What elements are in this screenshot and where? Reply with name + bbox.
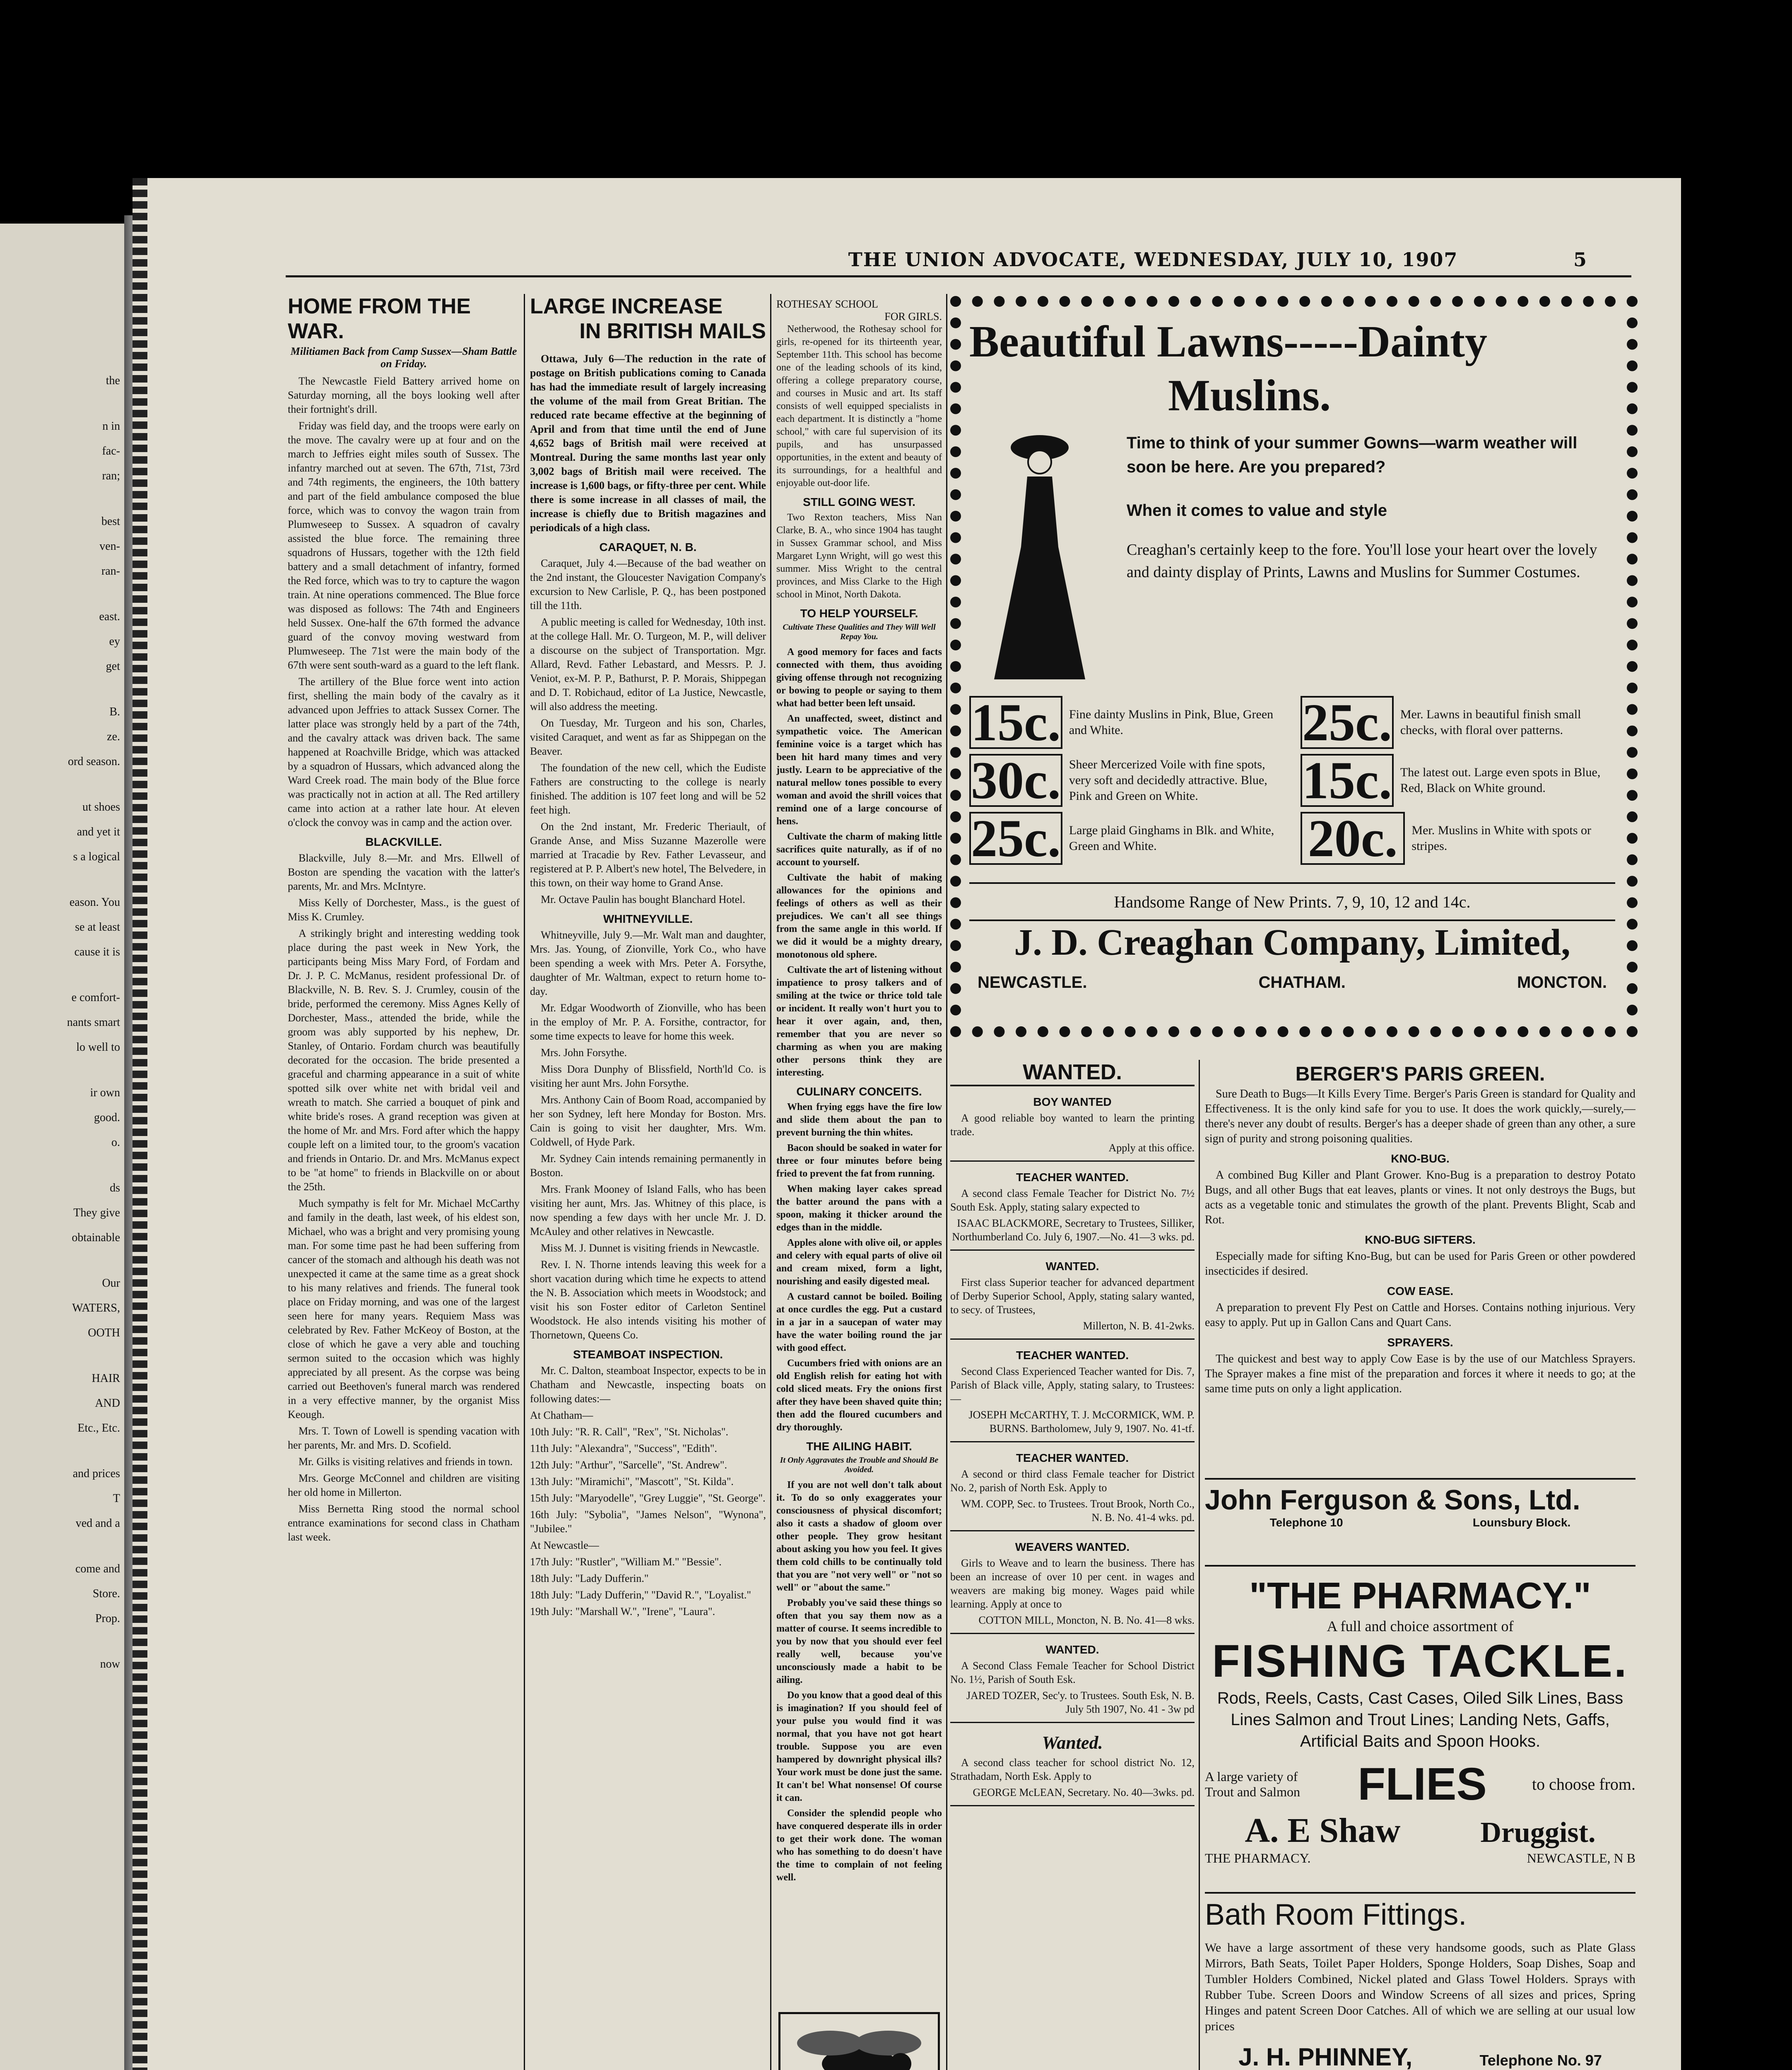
wanted-body: A second class Female Teacher for District No. 7½ South Esk. Apply, stating salary expected to	[950, 1187, 1195, 1213]
wanted-item	[950, 1340, 1195, 1442]
left-page-fragment: Prop.	[95, 1612, 120, 1625]
wanted-body: Second Class Experienced Teacher wanted for Dis. 7, Parish of Black ville, Apply, stating salary, to Trustees:—	[950, 1365, 1195, 1405]
paragraph: Consider the splendid people who have conquered desperate ills in order to get their work done. The woman who has something to do doesn't have the time to complain of not feeling well.	[776, 1808, 942, 1883]
wanted-heading: WEAVERS WANTED.	[1015, 1540, 1130, 1553]
paragraph: Cultivate the charm of making little sacrifices quite naturally, as if of no account to yourself.	[776, 831, 942, 868]
price-tag: 20c.	[1301, 812, 1405, 865]
left-border	[132, 178, 147, 2070]
article-british-mails: Ottawa, July 6—The reduction in the rate of postage on British publications coming to Canada has had the immediate result of largely increasing the volume of the mail from Great Britian. The reduced rate became effective at the beginning of April and from that time until the end of June 4,652 bags of British mail were received at Montreal. During the same months last year only 3,002 bags of British mail were received. The increase is 1,600 bags, or fifty-three per cent. While there is some increase in all classes of mail, the increase is chiefly due to British magazines and periodicals of a high class.	[530, 353, 766, 534]
paragraph: When frying eggs have the fire low and slide them about the pan to prevent burning the thin whites.	[776, 1102, 942, 1138]
paragraph: Miss Bernetta Ring stood the normal school entrance examinations for second class in Chatham last week.	[288, 1503, 520, 1543]
heading-steamboat: STEAMBOAT INSPECTION.	[573, 1348, 723, 1361]
paragraph: Probably you've said these things so often that you say them now as a matter of course. It seems incredible to you by now that you should ever feel really well, because you've unconsciously made a habit to be ailing.	[776, 1598, 942, 1685]
paragraph: 17th July: "Rustler", "William M." "Bessie".	[530, 1556, 722, 1568]
left-page-fragment: HAIR	[92, 1372, 120, 1385]
left-page-fragment: best	[101, 515, 120, 528]
wanted-item	[950, 1162, 1195, 1251]
heading-kno-bug: KNO-BUG.	[1391, 1152, 1450, 1165]
left-page-fragment: Etc., Etc.	[77, 1422, 120, 1435]
paragraph: If you are not well don't talk about it. To do so only exaggerates your consciousness of physical discomfort; also it casts a shadow of gloom over other people. They grow hesitant about asking you how you feel. It gives them cold chills to be continually told that you are "not very well" or "not so well" or "about the same."	[776, 1480, 942, 1593]
subhead-militiamen: Militiamen Back from Camp Sussex—Sham Battle on Friday.	[290, 345, 517, 370]
left-page-fragment: ir own	[90, 1086, 120, 1099]
paragraph: Mr. Sydney Cain intends remaining permanently in Boston.	[530, 1153, 766, 1179]
paragraph: A public meeting is called for Wednesday, 10th inst. at the college Hall. Mr. O. Turgeon, M. P., will deliver a discourse on the subject of Transportation. Mgr. Allard, Revd. Father Lebastard, and Messrs. P. J. Veniot, ex-M. P. P., Bathurst, P. P. Morais, Shippegan and D. T. Robichaud, editor of La Justice, Newcastle, will also address the meeting.	[530, 616, 766, 712]
shaw-pharmacy: THE PHARMACY.	[1205, 1851, 1311, 1865]
paragraph: 13th July: "Miramichi", "Mascott", "St. Kilda".	[530, 1475, 734, 1488]
price-item	[969, 693, 1284, 752]
left-page-fragment: ran;	[102, 469, 120, 482]
headline-home-from-war: HOME FROM THE WAR.	[288, 294, 471, 343]
ad-creaghan-text: Creaghan's certainly keep to the fore. You'll lose your heart over the lovely and dainty display of Prints, Lawns and Muslins for Summer Costumes.	[1127, 541, 1597, 581]
flies-choose: to choose from.	[1532, 1775, 1635, 1793]
article-help-yourself	[776, 646, 942, 1079]
price-grid	[969, 693, 1615, 868]
paragraph: Friday was field day, and the troops were early on the move. The cavalry were up at four and on the march to Jeffries eight miles south of Sussex. The infantry marched out at seven. The 67th, 71st, 73rd and 74th regiments, the engineers, the 10th battery and part of the field ambulance composed the blue force, which was to convoy the wagon train from Plumweseep to Sussex. A squadron of cavalry assisted the blue force. The remaining three squadrons of Hussars, together with the 12th field battery and a small detachment of infantry, formed the Red force, which was to try to capture the wagon train. At nine operations commenced. The Blue force was disposed as follows: The 74th and Engineers held Sussex. One-half the 67th formed the advance guard of the convoy moving westward from Plumweseep. The 71st were the main body of the 67th were sent south-ward as a guard to the left flank.	[288, 420, 520, 671]
paragraph: A good memory for faces and facts connected with them, thus avoiding giving offense through not recognizing or bowing to people or saying to them what had better been left unsaid.	[776, 647, 942, 709]
headline-british-mails: IN BRITISH MAILS	[579, 319, 766, 343]
wanted-sign: JOSEPH McCARTHY, T. J. McCORMICK, WM. P. BURNS. Bartholomew, July 9, 1907. No. 41-tf.	[968, 1409, 1195, 1435]
sprayers-text: The quickest and best way to apply Cow Ease is by the use of our Matchless Sprayers. The Sprayer makes a fine mist of the preparation and forces it where it needs to go; at the same time puts on only a light application.	[1205, 1353, 1635, 1395]
column-2	[530, 294, 766, 2070]
wanted-sign: WM. COPP, Sec. to Trustees. Trout Brook, North Co., N. B. No. 41-4 wks. pd.	[961, 1498, 1195, 1524]
paragraph: Mr. Edgar Woodworth of Zionville, who has been in the employ of Mr. P. A. Forsithe, contractor, for some time expects to leave for home this week.	[530, 1002, 766, 1042]
price-item	[1301, 693, 1615, 752]
paragraph: The Newcastle Field Battery arrived home on Saturday morning, all the boys looking well after their fortnight's drill.	[288, 375, 520, 415]
paragraph: Cultivate the art of listening without impatience to prosy talkers and of smiling at the twice or thrice told tale or incident. It really won't hurt you to hear it over again, and, then, remember that you are never so charming as when you are making other persons think they are interesting.	[776, 965, 942, 1078]
paragraph: 16th July: "Sybolia", "James Nelson", "Wynona", "Jubilee."	[530, 1509, 766, 1535]
article-blackville	[288, 851, 520, 1544]
paragraph: Rev. I. N. Thorne intends leaving this week for a short vacation during which time he expects to attend the N. B. Association which meets in Woodstock; and visit his son Foster editor of Carleton Sentinel Woodstock. He also intends visiting his mother of Thornetown, Queens Co.	[530, 1259, 766, 1341]
paragraph: Apples alone with olive oil, or apples and celery with equal parts of olive oil and cream mixed, form a light, nourishing and easily digested meal.	[776, 1237, 942, 1287]
wanted-item	[950, 1723, 1195, 1806]
paragraph: Mrs. George McConnel and children are visiting her old home in Millerton.	[288, 1472, 520, 1498]
price-tag: 15c.	[1301, 754, 1394, 807]
column-1	[288, 294, 520, 2070]
ad-intro: Time to think of your summer Gowns—warm weather will soon be here. Are you prepared?	[1127, 434, 1578, 476]
left-page-fragment: e comfort-	[71, 991, 120, 1004]
left-page-fragment: OOTH	[88, 1326, 120, 1339]
article-caraquet	[530, 556, 766, 907]
pharmacy-ad	[1205, 1565, 1635, 1866]
paragraph: Miss Kelly of Dorchester, Mass., is the guest of Miss K. Crumley.	[288, 897, 520, 923]
price-item	[969, 751, 1284, 810]
heading-sprayers: SPRAYERS.	[1387, 1336, 1453, 1349]
heading-bergers: BERGER'S PARIS GREEN.	[1295, 1063, 1545, 1085]
wanted-heading: TEACHER WANTED.	[1016, 1451, 1129, 1464]
subhead-ailing: It Only Aggravates the Trouble and Should Be Avoided.	[780, 1456, 939, 1474]
paragraph: Bacon should be soaked in water for three or four minutes before being fried to prevent the fat from running.	[776, 1143, 942, 1179]
heading-rothesay: ROTHESAY SCHOOL	[776, 298, 878, 310]
left-page-fragment: lo well to	[76, 1041, 120, 1054]
wanted-item	[950, 1251, 1195, 1340]
left-page-fragment: ds	[110, 1182, 120, 1194]
wanted-sign: GEORGE McLEAN, Secretary. No. 40—3wks. pd.	[973, 1786, 1195, 1798]
left-page-fragment: ved and a	[75, 1517, 120, 1530]
left-page-fragment: get	[106, 660, 120, 673]
article-still-going-west: Two Rexton teachers, Miss Nan Clarke, B. A., who since 1904 has taught in Sussex Grammar school, and Miss Margaret Lynn Wright, will go west this summer. Miss Wright to the central provinces, and Miss Clarke to the High school in Minot, North Dakota.	[776, 512, 942, 600]
column-rule-2	[770, 294, 771, 2070]
left-page-fragment: and prices	[72, 1467, 120, 1480]
wanted-item	[950, 1086, 1195, 1162]
bergers-intro: Sure Death to Bugs—It Kills Every Time. Berger's Paris Green is standard for Quality and Effectiveness. It is the only kind safe for you to use. It does the work quickly,—surely,—there's never any doubt of results. Berger's has a deeper shade of green than any other, a sure sign of purity and strong poisoning qualities.	[1205, 1088, 1635, 1145]
price-tag: 25c.	[969, 812, 1062, 865]
paragraph: 19th July: "Marshall W.", "Irene", "Laura".	[530, 1605, 715, 1617]
ad-value-style: When it comes to value and style	[1127, 501, 1387, 520]
left-page-fragment: They give	[73, 1206, 120, 1219]
price-item	[1301, 751, 1615, 810]
ad-prints: Handsome Range of New Prints. 7, 9, 10, 12 and 14c.	[969, 882, 1615, 912]
wanted-heading: Wanted.	[1042, 1733, 1103, 1753]
paragraph: On Tuesday, Mr. Turgeon and his son, Charles, visited Caraquet, and went as far as Shippegan on the Beaver.	[530, 717, 766, 757]
bath-text: We have a large assortment of these very handsome goods, such as Plate Glass Mirrors, Bath Seats, Toilet Paper Holders, Sponge Holders, Soap Dishes, Soap and Tumbler Holders Combined, Nickel plated and Glass Towel Holders. Sprays with Rubber Tube. Screen Doors and Window Screens of all sizes and prices, Spring Hinges and patent Screen Door Catches. All of which we are selling at our usual low prices	[1205, 1941, 1635, 2033]
heading-wanted: WANTED.	[950, 1060, 1195, 1086]
price-desc: Large plaid Ginghams in Blk. and White, Green and White.	[1069, 823, 1274, 853]
heading-whitneyville: WHITNEYVILLE.	[603, 912, 693, 925]
left-page-fragment: se at least	[75, 921, 120, 934]
price-item	[1301, 809, 1615, 868]
left-page-fragment: s a logical	[73, 850, 120, 863]
price-desc: Mer. Lawns in beautiful finish small checks, with floral over patterns.	[1400, 708, 1581, 737]
ad-title-muslins: Muslins.	[1168, 371, 1331, 420]
paragraph: A strikingly bright and interesting wedding took place during the past week in New York, the participants being Miss Mary Ford, of Fordam and Dr. J. P. C. McManus, resident professional Dr. of Blackville, N. B. Rev. S. J. Crumley, cousin of the bride, performed the ceremony. Miss Agnes Kelly of Dorchester, Mass., attended the bride, while the groom was ably supported by his nephew, Dr. Stanley, of Ontario. Fordam church was beautifully decorated for the occasion. The bride presented a graceful and charming appearance in a suit of white spotted silk over white net with bridal veil and wreath to match. She carried a bouquet of pink and white bride's roses. A grand reception was given at the home of Mr. and Mrs. Ford after which the happy couple left on a limited tour, to the groom's vacation and friends in Ontario. Dr. and Mrs. McManus expect to be "at home" to friends in Blackville on or about the 25th.	[288, 927, 520, 1193]
town-newcastle: NEWCASTLE.	[978, 973, 1087, 992]
tackle-list: Rods, Reels, Casts, Cast Cases, Oiled Silk Lines, Bass Lines Salmon and Trout Lines; Landing Nets, Gaffs, Artificial Baits and Spoon Hooks.	[1217, 1689, 1623, 1750]
paragraph: Cultivate the habit of making allowances for the opinions and feelings of others as well as their prejudices. We can't all see things from the same angle in this world. If we did it would be a mighty dreary, monotonous old sphere.	[776, 872, 942, 960]
column-rule-3	[946, 294, 947, 2070]
left-page-fragment: ey	[109, 635, 120, 648]
price-tag: 30c.	[969, 754, 1062, 807]
left-page-fragment: east.	[99, 610, 120, 623]
shaw-town: NEWCASTLE, N B	[1527, 1851, 1635, 1865]
flies-title: FLIES	[1358, 1759, 1487, 1810]
wanted-body: A second or third class Female teacher for District No. 2, parish of North Esk. Apply to	[950, 1468, 1195, 1494]
price-desc: Mer. Muslins in White with spots or stripes.	[1411, 823, 1592, 853]
paragraph: A custard cannot be boiled. Boiling at once curdles the egg. Put a custard in a jar in a saucepan of water may have the water boiling round the jar with good effect.	[776, 1291, 942, 1353]
pharmacy-title: "THE PHARMACY."	[1249, 1575, 1591, 1617]
left-page-fragment: eason. You	[69, 896, 120, 909]
subhead-rothesay: FOR GIRLS.	[884, 310, 942, 323]
sifters-text: Especially made for sifting Kno-Bug, but can be used for Paris Green or other powdered insecticides if desired.	[1205, 1250, 1635, 1278]
paragraph: 12th July: "Arthur", "Sarcelle", "St. Andrew".	[530, 1459, 727, 1471]
wanted-body: A good reliable boy wanted to learn the printing trade.	[950, 1112, 1195, 1138]
page-header: THE UNION ADVOCATE, WEDNESDAY, JULY 10, 1907	[848, 248, 1458, 271]
article-rothesay: Netherwood, the Rothesay school for girls, re-opened for its thirteenth year, September 11th. This school has become one of the leading schools of its kind, offering a college preparatory course, and courses in Music and art. Its staff consists of well equipped specialists in each department. It is distinctly a "home school," with care ful supervision of its pupils, and has unsurpassed opportunities, in the extent and beauty of its surroundings, for a healthful and enjoyable out-door life.	[776, 324, 942, 489]
wanted-list	[950, 1086, 1195, 1806]
paragraph: Cucumbers fried with onions are an old English relish for eating hot with cold sliced meats. Fry the onions first after they have been shaved quite thin; then add the floured cucumbers and dry thoroughly.	[776, 1358, 942, 1433]
paragraph: Whitneyville, July 9.—Mr. Walt man and daughter, Mrs. Jas. Young, of Zionville, York Co., who have been spending a week with Mrs. Peter A. Forsythe, daughter of Mr. Waltman, expect to return home to-day.	[530, 929, 766, 997]
heading-still-going-west: STILL GOING WEST.	[803, 496, 915, 508]
paragraph: When making layer cakes spread the batter around the pans with a spoon, making it thicker around the edges than in the middle.	[776, 1184, 942, 1233]
wanted-sign: JARED TOZER, Sec'y. to Trustees. South Esk, N. B. July 5th 1907, No. 41 - 3w pd	[966, 1690, 1195, 1715]
paragraph: Caraquet, July 4.—Because of the bad weather on the 2nd instant, the Gloucester Navigation Company's excursion to New Carlisle, P. Q., has been postponed till the 11th.	[530, 557, 766, 611]
ad-company: J. D. Creaghan Company, Limited,	[969, 919, 1615, 964]
heading-cow-ease: COW EASE.	[1387, 1285, 1454, 1297]
wanted-sign: ISAAC BLACKMORE, Secretary to Trustees, Silliker, Northumberland Co. July 6, 1907.—No. 41—3 wks. pd.	[952, 1217, 1195, 1243]
left-page-fragment: ord season.	[68, 755, 120, 768]
wanted-body: First class Superior teacher for advanced department of Derby Superior School, Apply, stating salary wanted, to secy. of Trustees,	[950, 1276, 1195, 1316]
column-3	[776, 298, 942, 2070]
paragraph: Much sympathy is felt for Mr. Michael McCarthy and family in the death, last week, of his eldest son, Michael, who was a bright and very promising young man. For some time past he had been suffering from cancer of the stomach and although his death was not unexpected it came at the same time as a great shock to his many relatives and friends. The funeral took place on Friday morning, and was one of the largest seen here for many years. Requiem Mass was celebrated by Rev. Father McKeoy of Boston, at the close of which he gave a very able and touching sermon suited to the occasion which was highly appreciated by all present. As the corpse was being carried out Beethoven's funeral march was rendered in a very effective manner, by the organist Miss Keough.	[288, 1197, 520, 1420]
price-desc: Sheer Mercerized Voile with fine spots, very soft and decidedly attractive. Blue, Pink and Green on White.	[1069, 758, 1267, 803]
paragraph: 11th July: "Alexandra", "Success", "Edith".	[530, 1442, 717, 1454]
left-page-fragment: B.	[109, 705, 120, 718]
article-culinary	[776, 1101, 942, 1434]
paragraph: On the 2nd instant, Mr. Frederic Theriault, of Grande Anse, and Miss Suzanne Mazerolle were married at Tracadie by Rev. Father Levasseur, and registered at P. P. Albert's new hotel, The Belvedere, in this town, on their way home to Grand Anse.	[530, 821, 766, 889]
paragraph: Blackville, July 8.—Mr. and Mrs. Ellwell of Boston are spending the vacation with the latter's parents, Mr. and Mrs. McIntyre.	[288, 852, 520, 892]
left-page-fragment: obtainable	[72, 1231, 120, 1244]
paragraph: Mrs. Anthony Cain of Boom Road, accompanied by her son Sydney, left here Monday for Boston. Mrs. Cain is going to visit her daughter, Mrs. Wm. Coldwell, of Hyde Park.	[530, 1094, 766, 1148]
wanted-heading: TEACHER WANTED.	[1016, 1171, 1129, 1184]
column-rule-1	[524, 294, 525, 2070]
lady-illustration-icon	[986, 423, 1094, 688]
left-page-fragment: ven-	[99, 540, 120, 553]
town-chatham: CHATHAM.	[1258, 973, 1346, 992]
paragraph: Miss Dora Dunphy of Blissfield, North'ld Co. is visiting her aunt Mrs. John Forsythe.	[530, 1063, 766, 1089]
heading-culinary: CULINARY CONCEITS.	[796, 1085, 922, 1098]
left-page-fragment: ze.	[107, 730, 120, 743]
wanted-heading: TEACHER WANTED.	[1016, 1349, 1129, 1362]
flies-variety: A large variety of Trout and Salmon	[1205, 1769, 1300, 1799]
left-page-fragment: Store.	[92, 1587, 120, 1600]
paragraph: At Chatham—	[530, 1409, 593, 1421]
price-item	[969, 809, 1284, 868]
article-ailing-habit	[776, 1479, 942, 1884]
left-page-fragment: ran-	[101, 565, 120, 578]
left-page-fragment: o.	[111, 1136, 120, 1149]
wanted-column	[950, 1060, 1195, 2070]
ferguson-tel: Telephone 10	[1269, 1516, 1343, 1529]
wanted-sign: COTTON MILL, Moncton, N. B. No. 41—8 wks.	[978, 1614, 1195, 1626]
price-desc: The latest out. Large even spots in Blue, Red, Black on White ground.	[1400, 765, 1601, 795]
cow-ease-text: A preparation to prevent Fly Pest on Cattle and Horses. Contains nothing injurious. Very easy to apply. Put up in Gallon Cans and Quart Cans.	[1205, 1301, 1635, 1329]
bath-title: Bath Room Fittings.	[1205, 1898, 1467, 1931]
wanted-heading: WANTED.	[1045, 1643, 1099, 1656]
article-steamboat: Mr. C. Dalton, steamboat Inspector, expects to be in Chatham and Newcastle, inspecting boats on following dates:—	[530, 1365, 766, 1405]
paragraph: The artillery of the Blue force went into action first, shelling the main body of the cavalry as it advanced upon Jeffries to attack Sussex Corner. The latter place was strongly held by a part of the 74th, and the cavalry attack was driven back. The same happened at Roachville Bridge, which was attacked by a squadron of Hussars, which advanced along the Ward Creek road. The main body of the Blue force was practically not in action at all. The Red artillery came into action at a rather late hour. At eleven o'clock the convoy was in camp and the action over.	[288, 676, 520, 828]
left-page-fragment: nants smart	[67, 1016, 120, 1029]
left-page-fragments	[0, 373, 120, 1681]
header-rule	[286, 275, 1631, 277]
creaghan-ad	[950, 296, 1638, 1037]
paragraph: 18th July: "Lady Dufferin," "David R.", "Loyalist."	[530, 1589, 751, 1601]
steamboat-list	[530, 1408, 766, 1619]
column-rule-4	[1199, 1060, 1200, 2070]
wanted-sign: Millerton, N. B. 41-2wks.	[1083, 1320, 1195, 1332]
bath-ad	[1205, 1892, 1635, 2070]
subhead-help-yourself: Cultivate These Qualities and They Will Well Repay You.	[783, 623, 936, 641]
wanted-body: A second class teacher for school district No. 12, Strathadam, North Esk. Apply to	[950, 1757, 1195, 1782]
paragraph: Mrs. T. Town of Lowell is spending vacation with her parents, Mr. and Mrs. D. Scofield.	[288, 1425, 520, 1451]
phinney-tel: Telephone No. 97	[1479, 2052, 1602, 2069]
paragraph: The foundation of the new cell, which the Eudiste Fathers are constructing to the college is nearly finished. The addition is 107 feet long and will be 52 feet high.	[530, 762, 766, 816]
price-desc: Fine dainty Muslins in Pink, Blue, Green and White.	[1069, 708, 1274, 737]
paragraph: Mr. Octave Paulin has bought Blanchard Hotel.	[541, 893, 745, 905]
paragraph: Mr. Gilks is visiting relatives and friends in town.	[299, 1456, 513, 1468]
left-page-fragment: and yet it	[77, 826, 120, 838]
shaw-name: A. E Shaw	[1245, 1811, 1401, 1850]
wanted-heading: BOY WANTED	[1033, 1095, 1112, 1108]
wanted-item	[950, 1442, 1195, 1531]
pharmacy-line1: A full and choice assortment of	[1327, 1618, 1514, 1634]
left-page-fragment: fac-	[102, 445, 120, 457]
wanted-sign: Apply at this office.	[1108, 1142, 1195, 1154]
article-whitneyville	[530, 928, 766, 1342]
left-page-fragment: cause it is	[74, 946, 120, 958]
left-page-fragment: n in	[102, 420, 120, 433]
price-tag: 15c.	[969, 696, 1062, 749]
heading-blackville: BLACKVILLE.	[365, 835, 442, 848]
ferguson-block	[1205, 1478, 1635, 1529]
left-page-fragment: T	[113, 1492, 120, 1505]
heading-caraquet: CARAQUET, N. B.	[599, 541, 697, 554]
heading-ailing-habit: THE AILING HABIT.	[806, 1440, 912, 1453]
kno-bug-text: A combined Bug Killer and Plant Grower. Kno-Bug is a preparation to destroy Potato Bugs, and all other Bugs that eat leaves, plants or vines. It not only destroys the Bugs, but acts as a vegetable tonic and stimulates the growth of the plant. Prevents Blight, Scab and Rot.	[1205, 1169, 1635, 1226]
paragraph: Mrs. John Forsythe.	[541, 1047, 627, 1059]
heading-sifters: KNO-BUG SIFTERS.	[1365, 1233, 1476, 1246]
left-page-fragment: come and	[75, 1562, 120, 1575]
left-page-fragment: Our	[102, 1277, 120, 1290]
fishing-tackle: FISHING TACKLE.	[1212, 1636, 1628, 1687]
ferguson-name: John Ferguson & Sons, Ltd.	[1205, 1484, 1580, 1516]
headline-large-increase: LARGE INCREASE	[530, 294, 723, 318]
wilsons-fly-pads-ad	[778, 2012, 940, 2070]
paragraph: Do you know that a good deal of this is imagination? If you should feel of your pulse you would find it was normal, that you have not got heart trouble. Suppose you are even hampered by downright physical ills? Your work must be done just the same. It can't be! What nonsense! Of course it can.	[776, 1690, 942, 1803]
page-number: 5	[1573, 248, 1587, 271]
wanted-item	[950, 1634, 1195, 1723]
paragraph: Miss M. J. Dunnet is visiting friends in Newcastle.	[541, 1242, 759, 1254]
paragraph: An unaffected, sweet, distinct and sympathetic voice. The American feminine voice is a target which has been hit hard many times and very justly. Learn to be appreciative of the natural mellow tones possible to every woman and avoid the shrill voices that remind one of a large concourse of hens.	[776, 713, 942, 827]
wanted-body: Girls to Weave and to learn the business. There has been an increase of over 10 per cent. in wages and weavers are making big money. Wages paid while learning. Apply at once to	[950, 1557, 1195, 1610]
shaw-druggist: Druggist.	[1480, 1817, 1596, 1849]
paragraph: At Newcastle—	[530, 1539, 599, 1551]
ferguson-addr: Lounsbury Block.	[1472, 1516, 1571, 1529]
left-page-fragment: the	[106, 374, 120, 387]
left-page-fragment: WATERS,	[72, 1302, 120, 1314]
left-page-fragment: good.	[94, 1111, 120, 1124]
town-moncton: MONCTON.	[1517, 973, 1607, 992]
paragraph: Mrs. Frank Mooney of Island Falls, who has been visiting her aunt, Mrs. Jas. Whitney of this place, is now spending a few days with her uncle Mr. J. D. McAuley and other relatives in Newcastle.	[530, 1183, 766, 1237]
left-page-fragment: AND	[95, 1397, 120, 1410]
left-page-fragment: now	[100, 1658, 120, 1670]
article-home-from-war	[288, 374, 520, 830]
bergers-ad	[1205, 1062, 1635, 1476]
ad-title-lawns: Beautiful Lawns-----Dainty	[969, 317, 1488, 366]
phinney-name: J. H. PHINNEY,	[1238, 2043, 1413, 2070]
fly-icon	[780, 2014, 938, 2070]
left-page-fragment: ut shoes	[82, 801, 120, 814]
heading-help-yourself: TO HELP YOURSELF.	[800, 607, 918, 620]
paragraph: 18th July: "Lady Dufferin."	[530, 1572, 649, 1584]
paragraph: 15th July: "Maryodelle", "Grey Luggie", "St. George".	[530, 1492, 766, 1504]
wanted-heading: WANTED.	[1045, 1260, 1099, 1273]
wanted-item	[950, 1531, 1195, 1634]
wanted-body: A Second Class Female Teacher for School District No. 1½, Parish of South Esk.	[950, 1660, 1195, 1685]
price-tag: 25c.	[1301, 696, 1394, 749]
paragraph: 10th July: "R. R. Call", "Rex", "St. Nicholas".	[530, 1426, 728, 1438]
